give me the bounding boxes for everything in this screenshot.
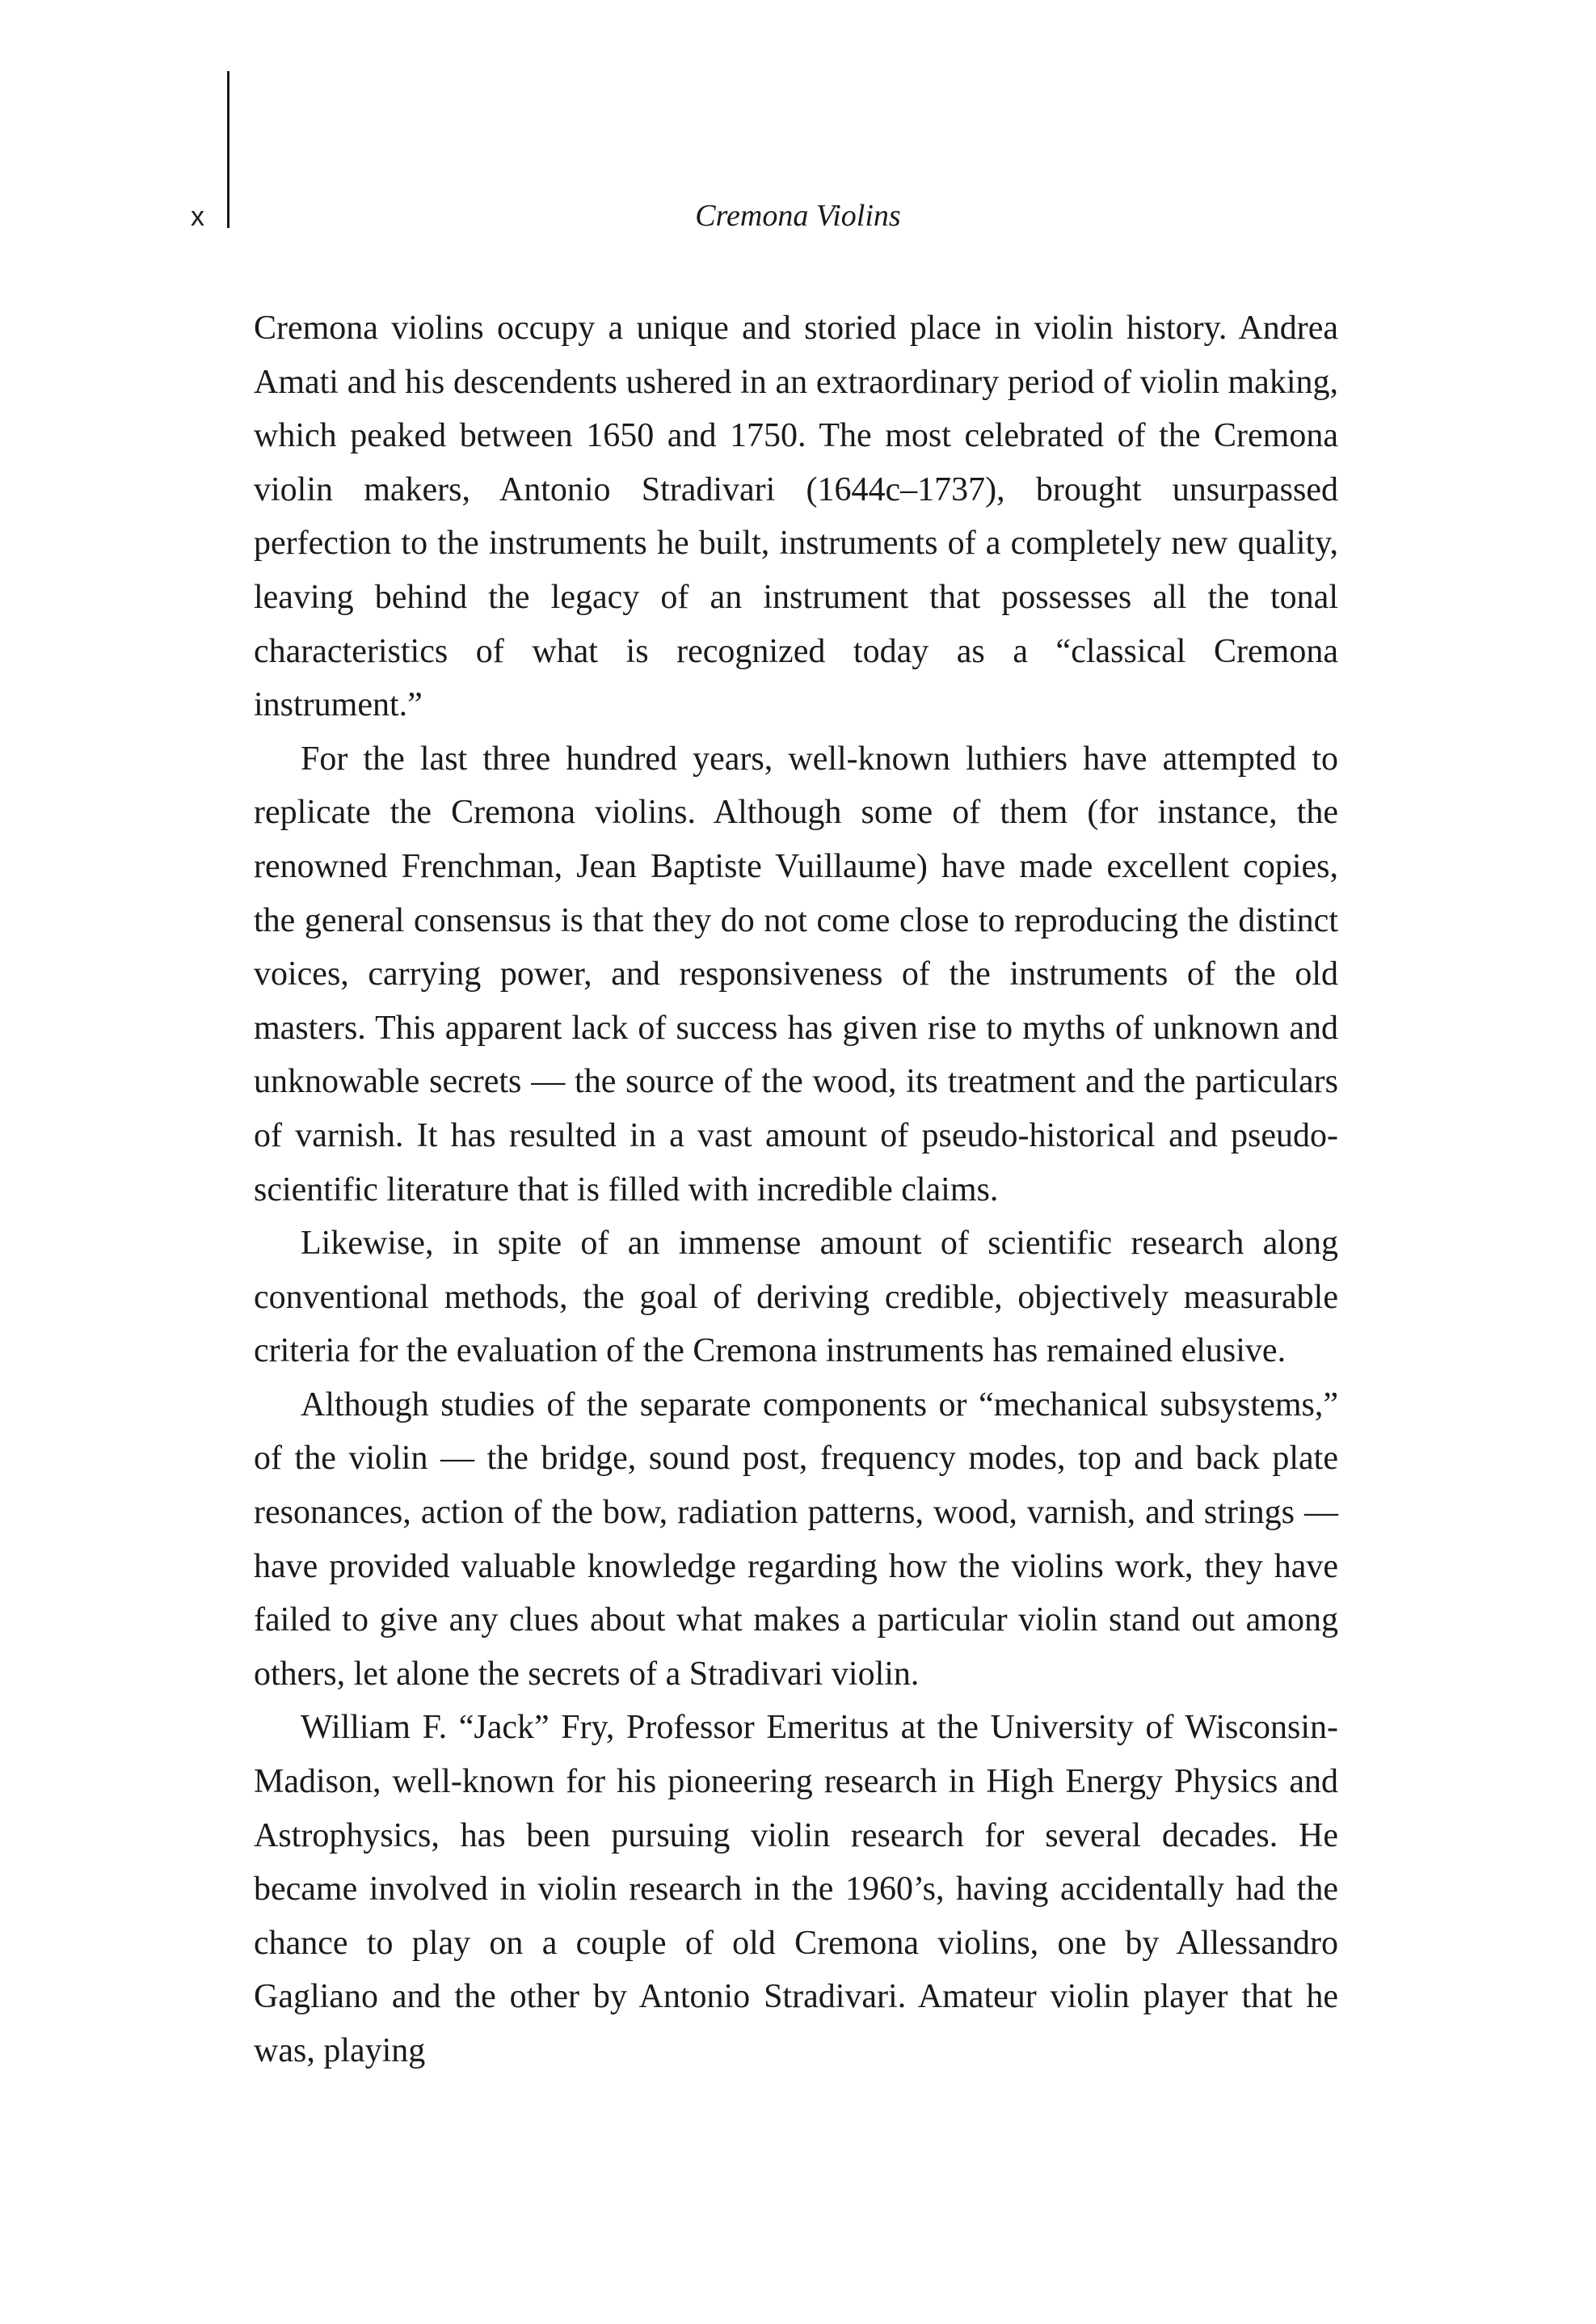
running-head-title: Cremona Violins	[695, 199, 901, 233]
paragraph-1: Cremona violins occupy a unique and storied place in violin history. Andrea Amati and his descendents ushered in an extraordinary period of violin making, which peaked between 1650 and 1750. The most celebrated of the Cremona violin makers, Antonio Stradivari (1644c–1737), brought unsurpassed perfection to the instruments he built, instruments of a completely new quality, leaving behind the legacy of an instrument that possesses all the tonal characteristics of what is recognized today as a “classical Cremona instrument.”	[254, 310, 1338, 724]
paragraph-4: Although studies of the separate components or “mechanical subsystems,” of the violin — the bridge, sound post, frequency modes, top and back plate resonances, action of the bow, radiation patterns, wood, varnish, and strings — have provided valuable knowledge regarding how the violins work, they have failed to give any clues about what makes a particular violin stand out among others, let alone the secrets of a Stradivari violin.	[254, 1386, 1338, 1693]
page-number: x	[191, 201, 205, 232]
paragraph-5: William F. “Jack” Fry, Professor Emeritus at the University of Wisconsin-Madison, well-known for his pioneering research in High Energy Physics and Astrophysics, has been pursuing violin research for several decades. He became involved in violin research in the 1960’s, having accidentally had the chance to play on a couple of old Cremona violins, one by Allessandro Gagliano and the other by Antonio Stradivari. Amateur violin player that he was, playing	[254, 1709, 1338, 2069]
paragraph-2: For the last three hundred years, well-known luthiers have attempted to replicate the Cremona violins. Although some of them (for instance, the renowned Frenchman, Jean Baptiste Vuillaume) have made excellent copies, the general consensus is that they do not come close to reproducing the distinct voices, carrying power, and responsiveness of the instruments of the old masters. This apparent lack of success has given rise to myths of unknown and unknowable secrets — the source of the wood, its treatment and the particulars of varnish. It has resulted in a vast amount of pseudo-historical and pseudo-scientific literature that is filled with incredible claims.	[254, 740, 1338, 1208]
body-text	[254, 302, 1338, 2078]
paragraph-3: Likewise, in spite of an immense amount of scientific research along conventional methods, the goal of deriving credible, objectively measurable criteria for the evaluation of the Cremona instruments has remained elusive.	[254, 1225, 1338, 1370]
